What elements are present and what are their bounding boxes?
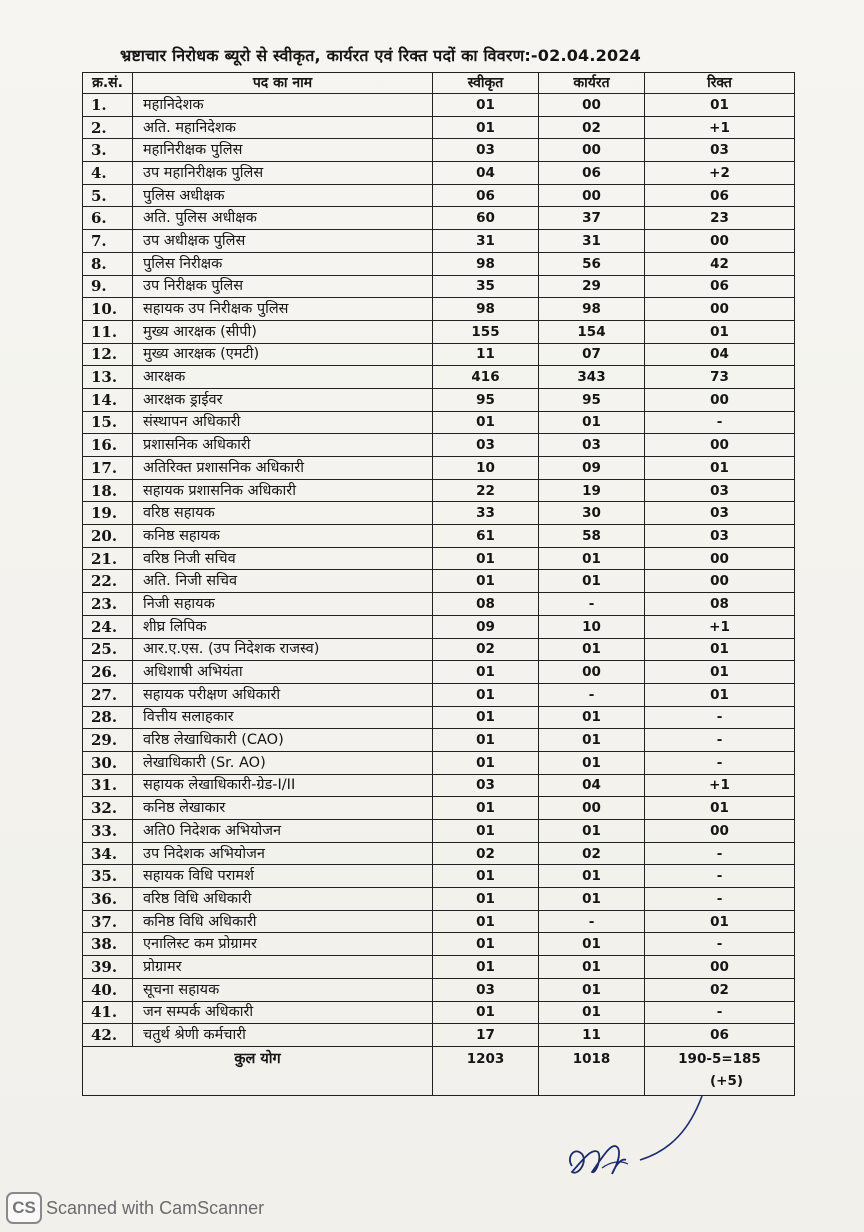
working-cell: 01 <box>539 978 645 1001</box>
table-row <box>83 865 795 888</box>
working-cell: - <box>539 593 645 616</box>
post-name-cell: अतिरिक्त प्रशासनिक अधिकारी <box>133 457 433 480</box>
post-name-cell: महानिरीक्षक पुलिस <box>133 139 433 162</box>
sanctioned-cell: 22 <box>433 479 539 502</box>
vacant-cell: 23 <box>645 207 795 230</box>
table-header-row <box>83 73 795 94</box>
post-name-cell: वरिष्ठ निजी सचिव <box>133 547 433 570</box>
sanctioned-cell: 98 <box>433 298 539 321</box>
vacant-cell: +1 <box>645 774 795 797</box>
vacant-cell: - <box>645 729 795 752</box>
serial-cell: 34. <box>83 842 133 865</box>
working-cell: 01 <box>539 547 645 570</box>
serial-cell: 36. <box>83 888 133 911</box>
vacant-cell: 02 <box>645 978 795 1001</box>
header-working: कार्यरत <box>539 73 645 94</box>
table-row <box>83 184 795 207</box>
working-cell: 07 <box>539 343 645 366</box>
serial-cell: 2. <box>83 116 133 139</box>
post-name-cell: कनिष्ठ विधि अधिकारी <box>133 910 433 933</box>
serial-cell: 32. <box>83 797 133 820</box>
post-name-cell: कनिष्ठ लेखाकार <box>133 797 433 820</box>
post-name-cell: लेखाधिकारी (Sr. AO) <box>133 751 433 774</box>
working-cell: - <box>539 910 645 933</box>
post-name-cell: सहायक विधि परामर्श <box>133 865 433 888</box>
post-name-cell: वित्तीय सलाहकार <box>133 706 433 729</box>
serial-cell: 23. <box>83 593 133 616</box>
serial-cell: 9. <box>83 275 133 298</box>
table-row <box>83 1001 795 1024</box>
post-name-cell: उप अधीक्षक पुलिस <box>133 230 433 253</box>
post-name-cell: उप निदेशक अभियोजन <box>133 842 433 865</box>
serial-cell: 22. <box>83 570 133 593</box>
working-cell: 154 <box>539 320 645 343</box>
serial-cell: 21. <box>83 547 133 570</box>
table-row <box>83 978 795 1001</box>
post-name-cell: उप महानिरीक्षक पुलिस <box>133 162 433 185</box>
total-vacant-value: 190-5=185 <box>678 1050 761 1067</box>
sanctioned-cell: 33 <box>433 502 539 525</box>
working-cell: 01 <box>539 865 645 888</box>
serial-cell: 4. <box>83 162 133 185</box>
sanctioned-cell: 01 <box>433 411 539 434</box>
sanctioned-cell: 155 <box>433 320 539 343</box>
sanctioned-cell: 01 <box>433 888 539 911</box>
sanctioned-cell: 01 <box>433 683 539 706</box>
sanctioned-cell: 08 <box>433 593 539 616</box>
working-cell: 30 <box>539 502 645 525</box>
sanctioned-cell: 01 <box>433 1001 539 1024</box>
sanctioned-cell: 01 <box>433 865 539 888</box>
vacant-cell: 00 <box>645 388 795 411</box>
sanctioned-cell: 01 <box>433 797 539 820</box>
sanctioned-cell: 01 <box>433 94 539 117</box>
vacant-cell: 04 <box>645 343 795 366</box>
table-row <box>83 116 795 139</box>
serial-cell: 1. <box>83 94 133 117</box>
working-cell: 01 <box>539 411 645 434</box>
working-cell: 11 <box>539 1024 645 1047</box>
working-cell: 00 <box>539 797 645 820</box>
working-cell: 95 <box>539 388 645 411</box>
vacant-cell: 00 <box>645 230 795 253</box>
table-row <box>83 615 795 638</box>
table-row <box>83 434 795 457</box>
serial-cell: 41. <box>83 1001 133 1024</box>
vacant-cell: 00 <box>645 570 795 593</box>
table-row <box>83 162 795 185</box>
vacant-cell: 01 <box>645 683 795 706</box>
working-cell: 58 <box>539 525 645 548</box>
working-cell: 98 <box>539 298 645 321</box>
working-cell: 343 <box>539 366 645 389</box>
vacant-cell: 00 <box>645 434 795 457</box>
vacant-cell: - <box>645 411 795 434</box>
sanctioned-cell: 01 <box>433 933 539 956</box>
working-cell: 01 <box>539 956 645 979</box>
sanctioned-cell: 03 <box>433 434 539 457</box>
post-name-cell: कनिष्ठ सहायक <box>133 525 433 548</box>
table-row <box>83 751 795 774</box>
post-name-cell: सहायक परीक्षण अधिकारी <box>133 683 433 706</box>
post-name-cell: वरिष्ठ विधि अधिकारी <box>133 888 433 911</box>
table-row <box>83 797 795 820</box>
total-working: 1018 <box>539 1046 645 1095</box>
post-name-cell: आर.ए.एस. (उप निदेशक राजस्व) <box>133 638 433 661</box>
working-cell: 56 <box>539 252 645 275</box>
sanctioned-cell: 11 <box>433 343 539 366</box>
total-label: कुल योग <box>83 1046 433 1095</box>
table-row <box>83 683 795 706</box>
serial-cell: 40. <box>83 978 133 1001</box>
vacant-cell: 01 <box>645 638 795 661</box>
table-row <box>83 525 795 548</box>
serial-cell: 26. <box>83 661 133 684</box>
sanctioned-cell: 03 <box>433 139 539 162</box>
camscanner-logo: CS <box>6 1192 42 1224</box>
serial-cell: 19. <box>83 502 133 525</box>
vacant-cell: 00 <box>645 298 795 321</box>
vacant-cell: 08 <box>645 593 795 616</box>
serial-cell: 27. <box>83 683 133 706</box>
serial-cell: 38. <box>83 933 133 956</box>
serial-cell: 30. <box>83 751 133 774</box>
header-sanctioned: स्वीकृत <box>433 73 539 94</box>
post-name-cell: प्रोग्रामर <box>133 956 433 979</box>
vacant-cell: 03 <box>645 139 795 162</box>
working-cell: 01 <box>539 820 645 843</box>
table-row <box>83 366 795 389</box>
total-vacant-extra: (+5) <box>709 1072 744 1089</box>
sanctioned-cell: 01 <box>433 570 539 593</box>
serial-cell: 7. <box>83 230 133 253</box>
serial-cell: 14. <box>83 388 133 411</box>
header-vacant: रिक्त <box>645 73 795 94</box>
serial-cell: 31. <box>83 774 133 797</box>
working-cell: 01 <box>539 706 645 729</box>
sanctioned-cell: 98 <box>433 252 539 275</box>
table-row <box>83 457 795 480</box>
post-name-cell: सहायक उप निरीक्षक पुलिस <box>133 298 433 321</box>
working-cell: 09 <box>539 457 645 480</box>
table-row <box>83 139 795 162</box>
sanctioned-cell: 02 <box>433 842 539 865</box>
working-cell: 00 <box>539 184 645 207</box>
post-name-cell: सहायक प्रशासनिक अधिकारी <box>133 479 433 502</box>
document-title: भ्रष्टाचार निरोधक ब्यूरो से स्वीकृत, कार्यरत एवं रिक्त पदों का विवरण:-02.04.2024 <box>120 46 641 65</box>
serial-cell: 35. <box>83 865 133 888</box>
sanctioned-cell: 09 <box>433 615 539 638</box>
table-row <box>83 230 795 253</box>
watermark-text: Scanned with CamScanner <box>46 1197 265 1218</box>
working-cell: 03 <box>539 434 645 457</box>
working-cell: 29 <box>539 275 645 298</box>
table-body <box>83 94 795 1047</box>
sanctioned-cell: 03 <box>433 774 539 797</box>
serial-cell: 33. <box>83 820 133 843</box>
sanctioned-cell: 61 <box>433 525 539 548</box>
vacant-cell: - <box>645 933 795 956</box>
working-cell: 01 <box>539 1001 645 1024</box>
vacant-cell: 01 <box>645 94 795 117</box>
working-cell: - <box>539 683 645 706</box>
vacant-cell: 00 <box>645 956 795 979</box>
post-name-cell: चतुर्थ श्रेणी कर्मचारी <box>133 1024 433 1047</box>
table-row <box>83 842 795 865</box>
vacant-cell: 03 <box>645 525 795 548</box>
table-row <box>83 252 795 275</box>
table-row <box>83 820 795 843</box>
vacant-cell: 01 <box>645 457 795 480</box>
sanctioned-cell: 01 <box>433 751 539 774</box>
sanctioned-cell: 60 <box>433 207 539 230</box>
serial-cell: 39. <box>83 956 133 979</box>
post-name-cell: एनालिस्ट कम प्रोग्रामर <box>133 933 433 956</box>
vacant-cell: - <box>645 751 795 774</box>
post-name-cell: सहायक लेखाधिकारी-ग्रेड-I/II <box>133 774 433 797</box>
vacant-cell: - <box>645 842 795 865</box>
camscanner-watermark <box>6 1192 264 1224</box>
post-name-cell: अति. महानिदेशक <box>133 116 433 139</box>
vacant-cell: 06 <box>645 275 795 298</box>
serial-cell: 20. <box>83 525 133 548</box>
table-row <box>83 933 795 956</box>
post-name-cell: अति. पुलिस अधीक्षक <box>133 207 433 230</box>
header-post-name: पद का नाम <box>133 73 433 94</box>
sanctioned-cell: 01 <box>433 706 539 729</box>
serial-cell: 10. <box>83 298 133 321</box>
table-row <box>83 956 795 979</box>
working-cell: 10 <box>539 615 645 638</box>
sanctioned-cell: 31 <box>433 230 539 253</box>
serial-cell: 6. <box>83 207 133 230</box>
vacant-cell: 00 <box>645 547 795 570</box>
handwritten-signature <box>562 1088 712 1198</box>
working-cell: 00 <box>539 94 645 117</box>
post-name-cell: महानिदेशक <box>133 94 433 117</box>
working-cell: 02 <box>539 116 645 139</box>
sanctioned-cell: 35 <box>433 275 539 298</box>
table-row <box>83 502 795 525</box>
table-row <box>83 275 795 298</box>
sanctioned-cell: 03 <box>433 978 539 1001</box>
table-row <box>83 320 795 343</box>
post-name-cell: पुलिस निरीक्षक <box>133 252 433 275</box>
table-row <box>83 207 795 230</box>
serial-cell: 12. <box>83 343 133 366</box>
post-name-cell: शीघ्र लिपिक <box>133 615 433 638</box>
sanctioned-cell: 01 <box>433 956 539 979</box>
post-name-cell: संस्थापन अधिकारी <box>133 411 433 434</box>
table-row <box>83 1024 795 1047</box>
working-cell: 04 <box>539 774 645 797</box>
post-name-cell: आरक्षक ड्राईवर <box>133 388 433 411</box>
posts-table <box>82 72 795 1096</box>
serial-cell: 13. <box>83 366 133 389</box>
sanctioned-cell: 10 <box>433 457 539 480</box>
post-name-cell: वरिष्ठ सहायक <box>133 502 433 525</box>
post-name-cell: वरिष्ठ लेखाधिकारी (CAO) <box>133 729 433 752</box>
table-row <box>83 479 795 502</box>
sanctioned-cell: 01 <box>433 116 539 139</box>
vacant-cell: 01 <box>645 910 795 933</box>
total-sanctioned: 1203 <box>433 1046 539 1095</box>
serial-cell: 25. <box>83 638 133 661</box>
vacant-cell: 00 <box>645 820 795 843</box>
vacant-cell: 06 <box>645 1024 795 1047</box>
sanctioned-cell: 01 <box>433 820 539 843</box>
table-row <box>83 298 795 321</box>
table-row <box>83 411 795 434</box>
table-row <box>83 343 795 366</box>
vacant-cell: 06 <box>645 184 795 207</box>
post-name-cell: निजी सहायक <box>133 593 433 616</box>
working-cell: 01 <box>539 751 645 774</box>
table-row <box>83 774 795 797</box>
post-name-cell: पुलिस अधीक्षक <box>133 184 433 207</box>
sanctioned-cell: 01 <box>433 910 539 933</box>
vacant-cell: - <box>645 1001 795 1024</box>
serial-cell: 17. <box>83 457 133 480</box>
working-cell: 00 <box>539 661 645 684</box>
sanctioned-cell: 01 <box>433 729 539 752</box>
serial-cell: 24. <box>83 615 133 638</box>
serial-cell: 8. <box>83 252 133 275</box>
vacant-cell: 03 <box>645 502 795 525</box>
working-cell: 00 <box>539 139 645 162</box>
vacant-cell: 01 <box>645 797 795 820</box>
working-cell: 19 <box>539 479 645 502</box>
post-name-cell: मुख्य आरक्षक (एमटी) <box>133 343 433 366</box>
post-name-cell: मुख्य आरक्षक (सीपी) <box>133 320 433 343</box>
serial-cell: 18. <box>83 479 133 502</box>
working-cell: 01 <box>539 888 645 911</box>
table-row <box>83 94 795 117</box>
sanctioned-cell: 01 <box>433 661 539 684</box>
vacant-cell: 42 <box>645 252 795 275</box>
vacant-cell: 73 <box>645 366 795 389</box>
sanctioned-cell: 01 <box>433 547 539 570</box>
table-row <box>83 729 795 752</box>
table-row <box>83 661 795 684</box>
serial-cell: 3. <box>83 139 133 162</box>
serial-cell: 37. <box>83 910 133 933</box>
post-name-cell: अधिशाषी अभियंता <box>133 661 433 684</box>
working-cell: 01 <box>539 933 645 956</box>
vacant-cell: - <box>645 706 795 729</box>
vacant-cell: 01 <box>645 320 795 343</box>
sanctioned-cell: 04 <box>433 162 539 185</box>
vacant-cell: 01 <box>645 661 795 684</box>
serial-cell: 5. <box>83 184 133 207</box>
vacant-cell: - <box>645 888 795 911</box>
working-cell: 02 <box>539 842 645 865</box>
post-name-cell: आरक्षक <box>133 366 433 389</box>
post-name-cell: अति. निजी सचिव <box>133 570 433 593</box>
header-serial: क्र.सं. <box>83 73 133 94</box>
vacant-cell: 03 <box>645 479 795 502</box>
serial-cell: 16. <box>83 434 133 457</box>
post-name-cell: अति0 निदेशक अभियोजन <box>133 820 433 843</box>
table-row <box>83 547 795 570</box>
post-name-cell: सूचना सहायक <box>133 978 433 1001</box>
sanctioned-cell: 17 <box>433 1024 539 1047</box>
table-row <box>83 388 795 411</box>
table-row <box>83 570 795 593</box>
sanctioned-cell: 95 <box>433 388 539 411</box>
sanctioned-cell: 02 <box>433 638 539 661</box>
sanctioned-cell: 416 <box>433 366 539 389</box>
serial-cell: 28. <box>83 706 133 729</box>
serial-cell: 29. <box>83 729 133 752</box>
table-row <box>83 593 795 616</box>
vacant-cell: +2 <box>645 162 795 185</box>
working-cell: 01 <box>539 570 645 593</box>
working-cell: 37 <box>539 207 645 230</box>
table-row <box>83 638 795 661</box>
post-name-cell: प्रशासनिक अधिकारी <box>133 434 433 457</box>
post-name-cell: जन सम्पर्क अधिकारी <box>133 1001 433 1024</box>
working-cell: 01 <box>539 729 645 752</box>
table-row <box>83 910 795 933</box>
vacant-cell: +1 <box>645 615 795 638</box>
vacant-cell: +1 <box>645 116 795 139</box>
table-row <box>83 706 795 729</box>
table-row <box>83 888 795 911</box>
vacant-cell: - <box>645 865 795 888</box>
working-cell: 01 <box>539 638 645 661</box>
working-cell: 06 <box>539 162 645 185</box>
serial-cell: 11. <box>83 320 133 343</box>
post-name-cell: उप निरीक्षक पुलिस <box>133 275 433 298</box>
working-cell: 31 <box>539 230 645 253</box>
serial-cell: 42. <box>83 1024 133 1047</box>
sanctioned-cell: 06 <box>433 184 539 207</box>
serial-cell: 15. <box>83 411 133 434</box>
